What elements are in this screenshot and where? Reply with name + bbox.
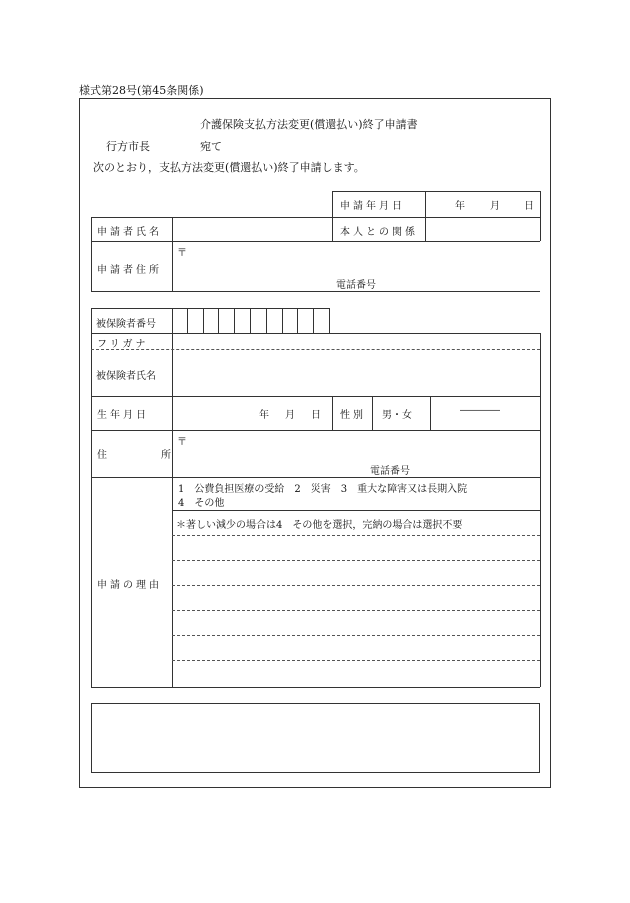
grid-line — [372, 396, 373, 430]
reason-writing-line — [172, 660, 540, 661]
addressee-suffix: 宛て — [200, 140, 222, 153]
reason-writing-line — [172, 585, 540, 586]
sex-options: 男・女 — [382, 410, 412, 421]
grid-line — [430, 396, 431, 430]
grid-line — [91, 333, 540, 334]
blank-dash: ―――― — [460, 405, 500, 416]
insured-number-digit-box[interactable] — [235, 308, 251, 333]
grid-line — [91, 477, 540, 478]
addressee-name: 行方市長 — [106, 140, 150, 153]
reason-writing-line — [172, 610, 540, 611]
reason-note: ＊著しい減少の場合は4 その他を選択，完納の場合は選択不要 — [176, 520, 463, 531]
grid-line — [332, 191, 333, 217]
form-frame — [79, 98, 551, 788]
reason-label: 申請の理由 — [97, 580, 162, 591]
insured-number-digit-box[interactable] — [204, 308, 220, 333]
grid-line — [91, 687, 540, 688]
grid-line — [91, 241, 540, 242]
insured-number-digit-box[interactable] — [267, 308, 283, 333]
birth-date-label: 生年月日 — [97, 410, 149, 421]
insured-number-digit-box[interactable] — [219, 308, 235, 333]
insured-number-digit-box[interactable] — [298, 308, 314, 333]
reason-writing-line — [172, 535, 540, 536]
grid-line — [91, 308, 92, 687]
insured-name-label: 被保険者氏名 — [96, 371, 156, 382]
statement-text: 次のとおり，支払方法変更(償還払い)終了申請します。 — [93, 161, 365, 174]
birth-month: 月 — [285, 410, 295, 421]
grid-line — [425, 191, 426, 241]
grid-line — [91, 217, 92, 291]
form-number: 様式第28号(第45条関係) — [79, 84, 204, 97]
insured-number-label: 被保険者番号 — [96, 319, 156, 330]
application-date-year: 年 — [455, 201, 465, 212]
reason-options-line1: 1 公費負担医療の受給 2 災害 3 重大な障害又は長期入院 — [178, 484, 468, 495]
birth-year: 年 — [259, 410, 269, 421]
grid-line — [540, 191, 541, 241]
insured-number-digit-box[interactable] — [172, 308, 188, 333]
form-title: 介護保険支払方法変更(償還払い)終了申請書 — [200, 118, 418, 131]
grid-line — [172, 217, 173, 291]
relation-label: 本人との関係 — [340, 227, 418, 238]
grid-line — [332, 191, 540, 192]
grid-line — [91, 396, 540, 397]
application-date-label: 申請年月日 — [340, 201, 405, 212]
grid-line — [540, 333, 541, 687]
birth-day: 日 — [311, 410, 321, 421]
grid-line — [172, 308, 173, 687]
insured-phone-label: 電話番号 — [370, 466, 410, 477]
sex-label: 性別 — [340, 410, 366, 421]
grid-line-dashed — [91, 349, 540, 350]
furigana-label: フリガナ — [97, 339, 149, 350]
grid-line — [91, 430, 540, 431]
reason-options-line2: 4 その他 — [178, 498, 225, 509]
grid-line — [91, 217, 540, 218]
application-date-day: 日 — [524, 201, 534, 212]
applicant-phone-label: 電話番号 — [336, 280, 376, 291]
grid-line — [332, 217, 333, 241]
insured-number-digit-box[interactable] — [251, 308, 267, 333]
insured-postal-mark: 〒 — [177, 437, 187, 448]
applicant-address-label: 申請者住所 — [97, 265, 162, 276]
reason-writing-line — [172, 560, 540, 561]
application-date-month: 月 — [490, 201, 500, 212]
grid-line — [332, 396, 333, 430]
insured-number-digit-box[interactable] — [314, 308, 330, 333]
reason-writing-line — [172, 635, 540, 636]
grid-line — [172, 510, 540, 511]
remarks-box[interactable] — [91, 703, 540, 773]
grid-line — [91, 291, 540, 292]
insured-number-digit-box[interactable] — [188, 308, 204, 333]
insured-address-label: 住 所 — [97, 450, 193, 461]
applicant-name-label: 申請者氏名 — [97, 227, 162, 238]
insured-number-digit-box[interactable] — [283, 308, 299, 333]
applicant-postal-mark: 〒 — [177, 248, 187, 259]
